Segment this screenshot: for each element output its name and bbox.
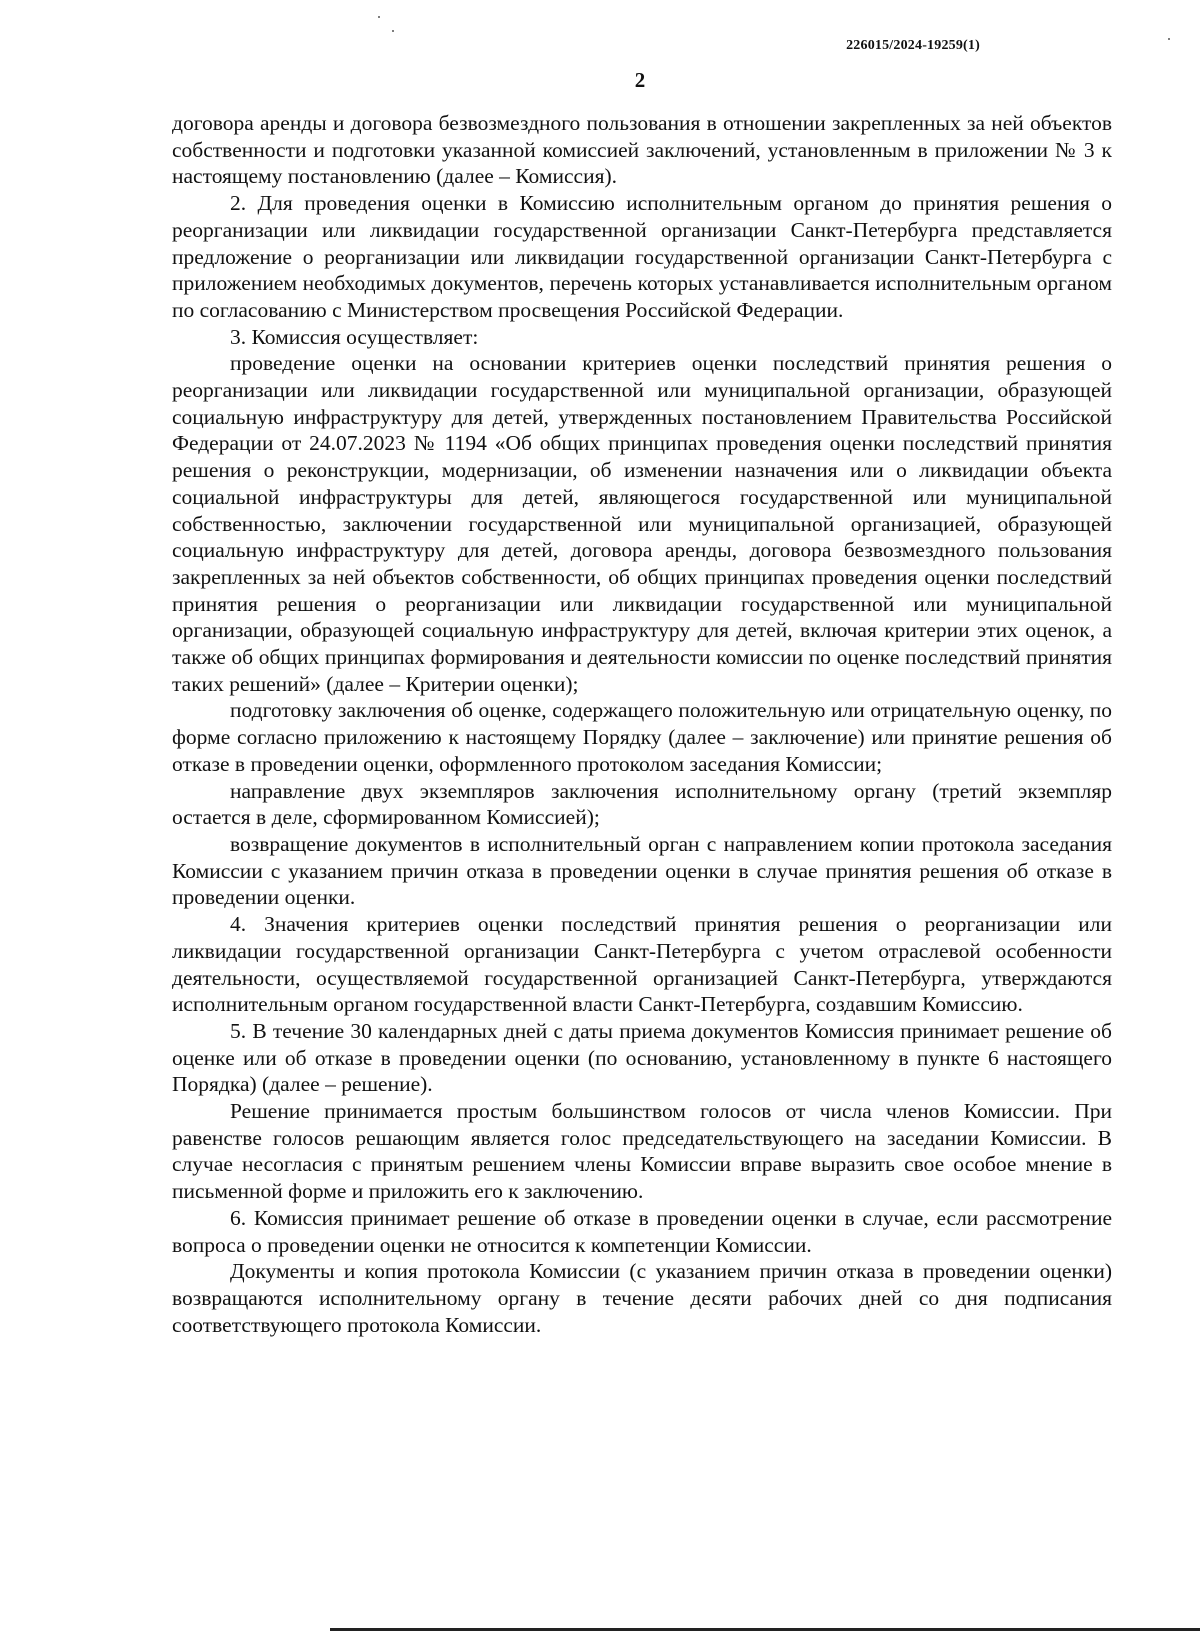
paragraph-item-3: 3. Комиссия осуществляет:	[230, 324, 479, 349]
scan-speck	[1168, 38, 1170, 40]
paragraph-item-3-copies: направление двух экземпляров заключения исполнительному органу (третий экземпляр остается в деле, сформированном Комиссией);	[172, 778, 1112, 830]
paragraph-item-5-voting: Решение принимается простым большинством голосов от числа членов Комиссии. При равенстве голосов решающим является голос председательствующего на заседании Комиссии. В случае несогласия с принятым решением члены Комиссии вправе выразить свое особое мнение в письменной форме и приложить его к заключению.	[172, 1099, 1112, 1204]
scan-speck	[392, 30, 394, 32]
document-body	[172, 110, 1112, 1338]
paragraph-continuation: договора аренды и договора безвозмездного пользования в отношении закрепленных за ней объектов собственности и подготовки указанной комиссией заключений, установленным в приложении № 3 к настоящему постановлению (далее – Комиссия).	[172, 111, 1112, 189]
document-registration-number: 226015/2024-19259(1)	[846, 38, 980, 53]
scan-speck	[378, 16, 380, 18]
paragraph-item-3-assessment: проведение оценки на основании критериев оценки последствий принятия решения о реорганизации или ликвидации государственной или муниципальной организации, образующей социальную инфраструктуру для детей, утвержденных постановлением Правительства Российской Федерации от 24.07.2023 № 1194 «Об общих принципах проведения оценки последствий принятия решения о реконструкции, модернизации, об изменении назначения или о ликвидации объекта социальной инфраструктуры для детей, являющегося государственной или муниципальной собственностью, заключении государственной или муниципальной организацией, образующей социальную инфраструктуру для детей, договора аренды, договора безвозмездного пользования закрепленных за ней объектов собственности, об общих принципах проведения оценки последствий принятия решения о реорганизации или ликвидации государственной или муниципальной организации, образующей социальную инфраструктуру для детей, включая критерии этих оценок, а также об общих принципах формирования и деятельности комиссии по оценке последствий принятия таких решений» (далее – Критерии оценки);	[172, 351, 1112, 696]
paragraph-item-5: 5. В течение 30 календарных дней с даты приема документов Комиссия принимает решение об оценке или об отказе в проведении оценки (по основанию, установленному в пункте 6 настоящего Порядка) (далее – решение).	[172, 1018, 1112, 1097]
paragraph-item-6: 6. Комиссия принимает решение об отказе в проведении оценки в случае, если рассмотрение вопроса о проведении оценки не относится к компетенции Комиссии.	[172, 1205, 1112, 1257]
paragraph-item-2: 2. Для проведения оценки в Комиссию исполнительным органом до принятия решения о реорганизации или ликвидации государственной организации Санкт-Петербурга представляется предложение о реорганизации или ликвидации государственной организации Санкт-Петербурга с приложением необходимых документов, перечень которых устанавливается исполнительным органом по согласованию с Министерством просвещения Российской Федерации.	[172, 191, 1112, 322]
paragraph-item-6-documents: Документы и копия протокола Комиссии (с указанием причин отказа в проведении оценки) возвращаются исполнительному органу в течение десяти рабочих дней со дня подписания соответствующего протокола Комиссии.	[172, 1259, 1112, 1337]
paragraph-item-3-return: возвращение документов в исполнительный орган с направлением копии протокола заседания Комиссии с указанием причин отказа в проведении оценки в случае принятия решения об отказе в проведении оценки.	[172, 831, 1112, 910]
paragraph-item-4: 4. Значения критериев оценки последствий принятия решения о реорганизации или ликвидации государственной организации Санкт-Петербурга с учетом отраслевой особенности деятельности, осуществляемой государственной организацией Санкт-Петербурга, утверждаются исполнительным органом государственной власти Санкт-Петербурга, создавшим Комиссию.	[172, 912, 1112, 1017]
page-number: 2	[634, 68, 646, 92]
paragraph-item-3-conclusion: подготовку заключения об оценке, содержащего положительную или отрицательную оценку, по форме согласно приложению к настоящему Порядку (далее – заключение) или принятие решения об отказе в проведении оценки, оформленного протоколом заседания Комиссии;	[172, 698, 1112, 776]
